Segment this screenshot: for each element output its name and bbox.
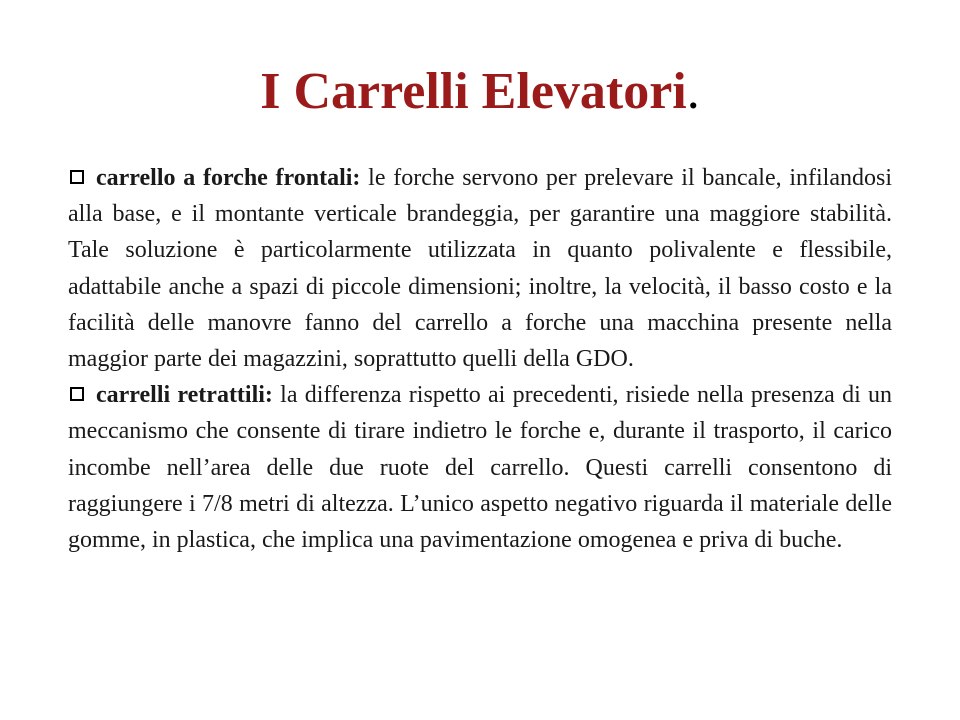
list-item-carrello-frontale — [68, 160, 892, 377]
slide-content — [68, 160, 892, 558]
hollow-square-bullet-icon — [70, 387, 84, 401]
term-carrello-frontale: carrello a forche frontali: — [96, 165, 361, 191]
description-carrelli-retrattili: la differenza rispetto ai precedenti, risiede nella presenza di un meccanismo che consente di tirare indietro le forche e, durante il trasporto, il carico incombe nell’area delle due ruote del carrello. Questi carrelli consentono di raggiungere i 7/8 metri di altezza. L’unico aspetto negativo riguarda il materiale delle gomme, in plastica, che implica una pavimentazione omogenea e priva di buche. — [68, 382, 892, 554]
list-item-carrelli-retrattili — [68, 377, 892, 558]
hollow-square-bullet-icon — [70, 170, 84, 184]
slide-title-period: . — [686, 63, 700, 120]
slide-title-text: I Carrelli Elevatori — [260, 63, 687, 120]
slide-title — [0, 62, 960, 122]
description-carrello-frontale: le forche servono per prelevare il bancale, infilandosi alla base, e il montante verticale brandeggia, per garantire una maggiore stabilità. Tale soluzione è particolarmente utilizzata in quanto polivalente e flessibile, adattabile anche a spazi di piccole dimensioni; inoltre, la velocità, il basso costo e la facilità delle manovre fanno del carrello a forche una macchina presente nella maggior parte dei magazzini, soprattutto quelli della GDO. — [68, 165, 892, 373]
term-carrelli-retrattili: carrelli retrattili: — [96, 382, 273, 409]
